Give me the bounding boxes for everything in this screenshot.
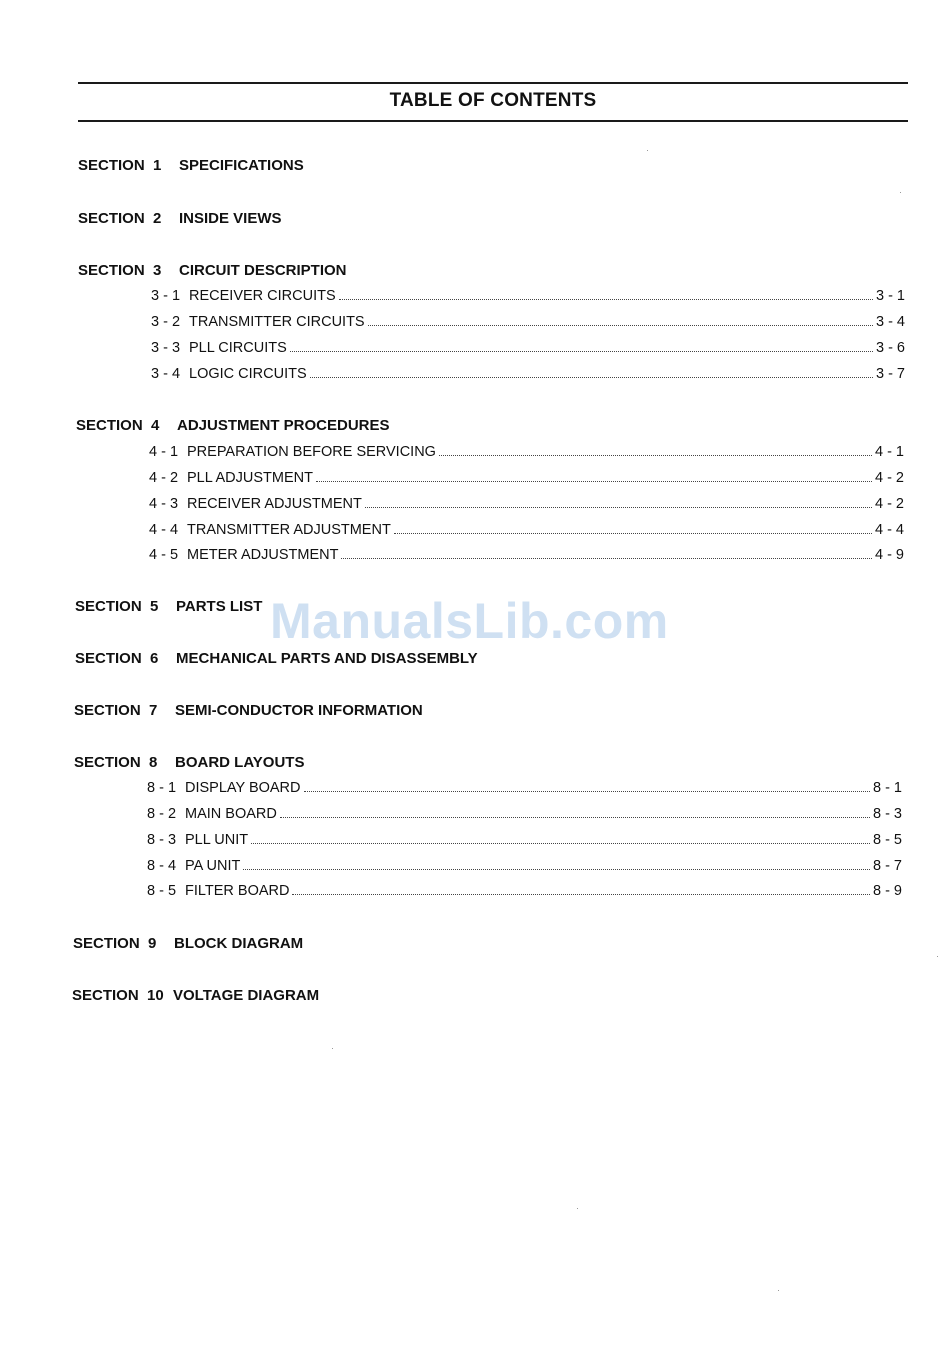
section-label: SECTION 10: [72, 987, 164, 1004]
toc-entry: [147, 780, 902, 796]
section-title: BLOCK DIAGRAM: [174, 935, 304, 952]
entry-page: 3 - 1: [875, 288, 905, 304]
entry-title: PLL CIRCUITS: [189, 340, 287, 356]
section-label: SECTION 8: [74, 754, 158, 771]
section-heading: [72, 987, 319, 1004]
toc-entry: [149, 547, 904, 563]
section-label: SECTION 6: [75, 650, 159, 667]
section-title: SPECIFICATIONS: [179, 157, 304, 174]
entry-page: 8 - 1: [872, 780, 902, 796]
dot-leader: [290, 351, 873, 352]
entry-title: DISPLAY BOARD: [185, 780, 301, 796]
section-title: ADJUSTMENT PROCEDURES: [177, 417, 390, 434]
scan-speck: [332, 1048, 333, 1049]
scan-speck: [577, 1208, 578, 1209]
scan-speck: [900, 192, 901, 193]
scan-speck: [778, 1290, 779, 1291]
section-label: SECTION 1: [78, 157, 162, 174]
entry-number: 8 - 1: [147, 780, 177, 796]
dot-leader: [280, 817, 870, 818]
entry-title: MAIN BOARD: [185, 806, 277, 822]
entry-number: 4 - 1: [149, 444, 179, 460]
section-title: PARTS LIST: [176, 598, 263, 615]
page-title: TABLE OF CONTENTS: [389, 90, 597, 111]
dot-leader: [292, 894, 870, 895]
entry-number: 4 - 2: [149, 470, 179, 486]
entry-title: PREPARATION BEFORE SERVICING: [187, 444, 436, 460]
header-rule-top: [78, 82, 908, 84]
section-label: SECTION 3: [78, 262, 162, 279]
toc-entry: [147, 883, 902, 899]
toc-entry: [147, 832, 902, 848]
toc-entry: [151, 288, 905, 304]
section-label: SECTION 2: [78, 210, 162, 227]
dot-leader: [243, 869, 870, 870]
toc-entry: [149, 496, 904, 512]
entry-number: 3 - 2: [151, 314, 181, 330]
entry-number: 3 - 1: [151, 288, 181, 304]
section-title: MECHANICAL PARTS AND DISASSEMBLY: [176, 650, 478, 667]
section-title: BOARD LAYOUTS: [175, 754, 305, 771]
entry-page: 8 - 9: [872, 883, 902, 899]
section-title: INSIDE VIEWS: [179, 210, 282, 227]
toc-entry: [151, 340, 905, 356]
section-label: SECTION 5: [75, 598, 159, 615]
entry-page: 3 - 7: [875, 366, 905, 382]
section-heading: [75, 650, 478, 667]
toc-entry: [147, 858, 902, 874]
entry-title: LOGIC CIRCUITS: [189, 366, 307, 382]
entry-number: 8 - 4: [147, 858, 177, 874]
dot-leader: [310, 377, 873, 378]
toc-entry: [151, 314, 905, 330]
entry-page: 4 - 4: [874, 522, 904, 538]
section-heading: [78, 157, 304, 174]
entry-page: 4 - 9: [874, 547, 904, 563]
dot-leader: [304, 791, 870, 792]
dot-leader: [365, 507, 872, 508]
watermark: ManualsLib.com: [270, 593, 669, 649]
section-heading: [75, 598, 262, 615]
section-heading: [78, 262, 347, 279]
scan-speck: [647, 150, 648, 151]
section-label: SECTION 7: [74, 702, 158, 719]
entry-title: PLL UNIT: [185, 832, 249, 848]
entry-number: 4 - 5: [149, 547, 179, 563]
section-label: SECTION 9: [73, 935, 157, 952]
section-heading: [78, 210, 282, 227]
toc-entry: [147, 806, 902, 822]
entry-number: 3 - 4: [151, 366, 181, 382]
toc-entry: [149, 522, 904, 538]
header-rule-bottom: [78, 120, 908, 122]
toc-entry: [149, 470, 904, 486]
entry-page: 3 - 6: [875, 340, 905, 356]
toc-entry: [151, 366, 905, 382]
dot-leader: [316, 481, 872, 482]
entry-page: 8 - 3: [872, 806, 902, 822]
entry-title: RECEIVER CIRCUITS: [189, 288, 336, 304]
dot-leader: [341, 558, 872, 559]
dot-leader: [339, 299, 873, 300]
section-title: SEMI-CONDUCTOR INFORMATION: [175, 702, 423, 719]
entry-number: 8 - 5: [147, 883, 177, 899]
section-heading: [76, 417, 390, 434]
section-title: VOLTAGE DIAGRAM: [173, 987, 320, 1004]
entry-title: TRANSMITTER CIRCUITS: [189, 314, 365, 330]
entry-page: 3 - 4: [875, 314, 905, 330]
section-heading: [73, 935, 303, 952]
dot-leader: [251, 843, 870, 844]
entry-number: 4 - 4: [149, 522, 179, 538]
entry-number: 8 - 3: [147, 832, 177, 848]
section-heading: [74, 702, 423, 719]
entry-number: 3 - 3: [151, 340, 181, 356]
entry-page: 4 - 1: [874, 444, 904, 460]
entry-title: RECEIVER ADJUSTMENT: [187, 496, 362, 512]
entry-number: 4 - 3: [149, 496, 179, 512]
entry-page: 4 - 2: [874, 470, 904, 486]
entry-page: 8 - 5: [872, 832, 902, 848]
entry-title: PLL ADJUSTMENT: [187, 470, 313, 486]
section-label: SECTION 4: [76, 417, 160, 434]
toc-entry: [149, 444, 904, 460]
entry-page: 4 - 2: [874, 496, 904, 512]
dot-leader: [368, 325, 873, 326]
entry-title: FILTER BOARD: [185, 883, 290, 899]
entry-title: METER ADJUSTMENT: [187, 547, 339, 563]
entry-page: 8 - 7: [872, 858, 902, 874]
entry-title: PA UNIT: [185, 858, 241, 874]
scan-speck: [937, 956, 938, 957]
dot-leader: [394, 533, 872, 534]
section-heading: [74, 754, 304, 771]
entry-number: 8 - 2: [147, 806, 177, 822]
section-title: CIRCUIT DESCRIPTION: [179, 262, 347, 279]
dot-leader: [439, 455, 872, 456]
entry-title: TRANSMITTER ADJUSTMENT: [187, 522, 391, 538]
